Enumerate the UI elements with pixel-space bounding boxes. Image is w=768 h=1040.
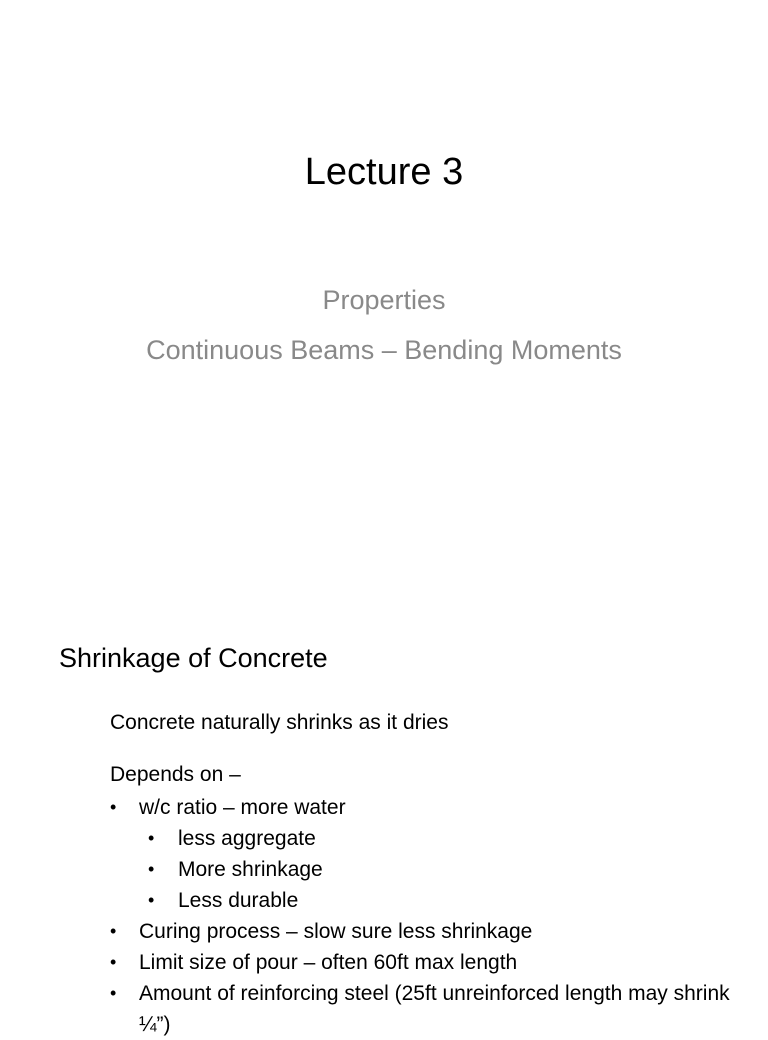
bullet-dot-icon: • [110,921,117,941]
bullet-dot-icon: • [148,890,155,910]
bullet-dot-icon: • [110,797,117,817]
bullet-item [110,823,730,854]
bullet-item [110,854,730,885]
bullet-text: More shrinkage [178,858,323,881]
intro-text: Concrete naturally shrinks as it dries [110,711,449,734]
bullet-item [110,916,730,947]
bullet-text: w/c ratio – more water [139,796,346,819]
bullet-text: Amount of reinforcing steel (25ft unreinforced length may shrink ¼”) [139,982,730,1036]
bullet-text: less aggregate [178,827,316,850]
slide-title-heading: Lecture 3 [304,151,464,193]
bullet-dot-icon: • [148,859,155,879]
bullet-dot-icon: • [110,952,117,972]
bullet-dot-icon: • [148,828,155,848]
bullet-item [110,885,730,916]
bullet-text: Less durable [178,889,299,912]
subtitle-line-continuous-beams: Continuous Beams – Bending Moments [146,335,622,365]
bullet-item [110,792,730,823]
subtitle-line-properties: Properties [322,285,446,315]
bullet-item [110,978,730,1040]
shrinkage-slide-heading: Shrinkage of Concrete [59,643,328,673]
depends-on-label: Depends on – [110,763,241,786]
bullet-text: Curing process – slow sure less shrinkage [139,920,533,943]
bullet-dot-icon: • [110,983,117,1003]
bullet-list [110,792,730,1040]
bullet-item [110,947,730,978]
bullet-text: Limit size of pour – often 60ft max length [139,951,518,974]
slide-shrinkage [0,600,768,1036]
